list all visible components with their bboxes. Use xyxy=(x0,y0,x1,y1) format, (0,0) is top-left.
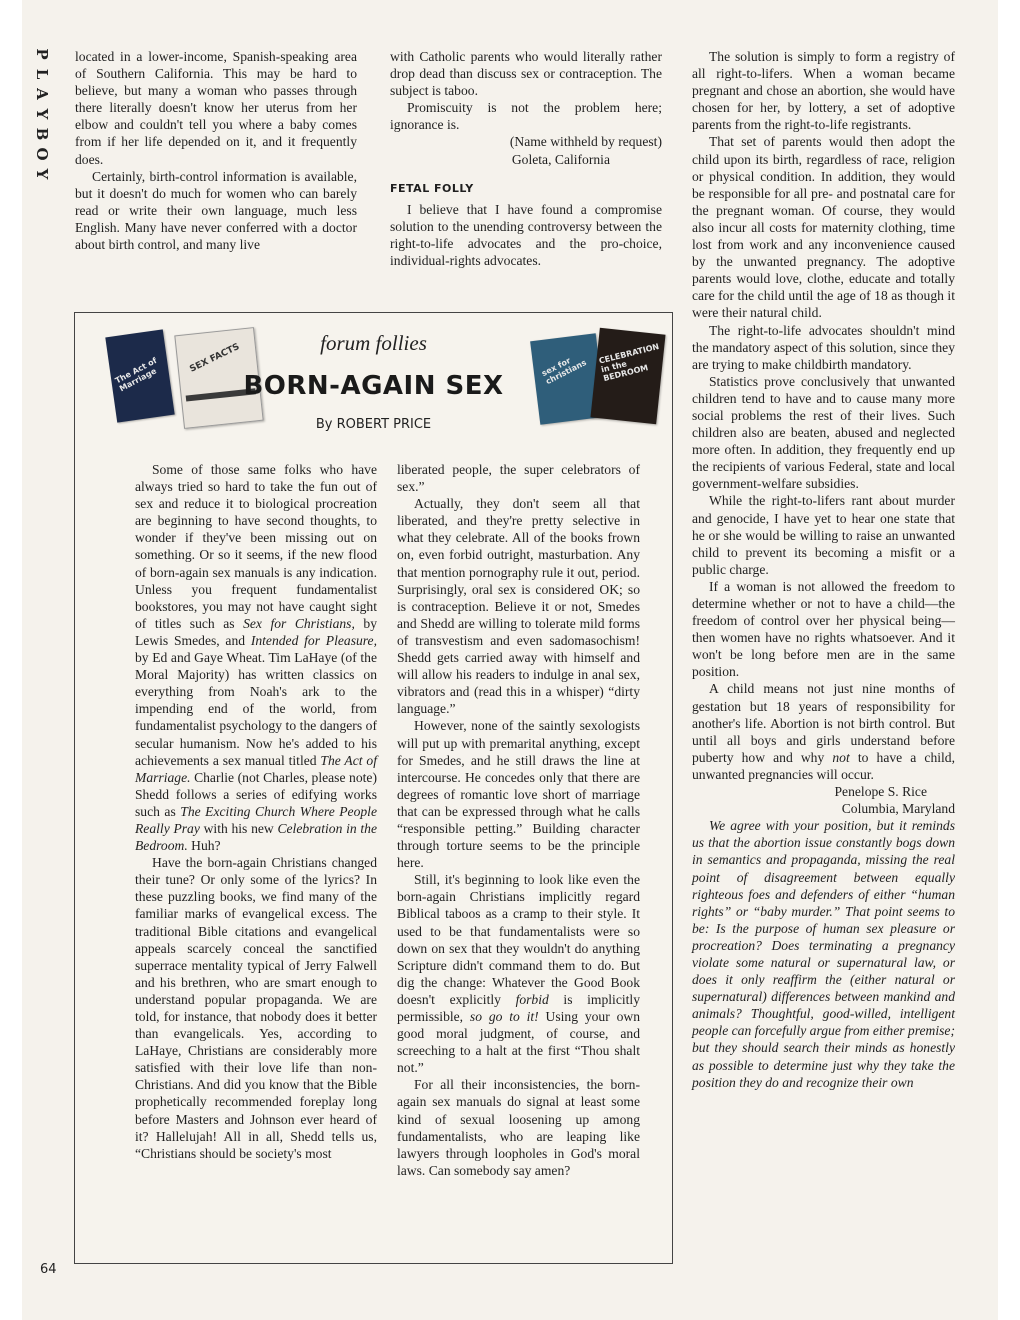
text-run: Using your own good moral judgment, of course, and screeching to a halt at the first “Thou shalt not.” xyxy=(397,1009,640,1076)
signature-place: Goleta, California xyxy=(511,151,610,167)
paragraph: Certainly, birth-control information is available, but it doesn't do much for women who can barely read or write their own language, much less English. Many have never conferred with a doctor about birth control, and many live xyxy=(75,168,357,253)
emphasis: so go to it! xyxy=(469,1009,539,1024)
book-title-ref: The Act of Marriage. xyxy=(135,752,377,785)
book-title: sex for christians xyxy=(540,355,588,387)
text-run: is implicitly permissible, xyxy=(397,991,640,1024)
masthead-letter: P xyxy=(33,48,51,60)
signature-name: Penelope S. Rice xyxy=(834,784,927,800)
paragraph: For all their inconsistencies, the born-again sex manuals do signal at least some kind of sexual loosening up among fundamentalists, who are leaping like lawyers through loopholes in God's moral laws. Can somebody say amen? xyxy=(397,1077,640,1178)
paragraph: The right-to-life advocates shouldn't mind the mandatory aspect of this solution, since they are trying to make childbirth mandatory. xyxy=(692,322,955,372)
text-run: by Ed and Gaye Wheat. Tim LaHaye (of the Moral Majority) has written classics on everything from Noah's ark to the impending end of the world, from fundamentalist psychology to the dangers of secular humanism. Now he's added to his achievements a sex manual titled xyxy=(135,650,377,768)
text-run: Huh? xyxy=(187,838,221,854)
article-column-1 xyxy=(135,461,377,1162)
kicker: forum follies xyxy=(320,331,427,355)
text-run: by Lewis Smedes, and xyxy=(135,615,377,648)
book-title: The Act of Marriage xyxy=(113,355,159,394)
masthead-letter: O xyxy=(33,147,51,161)
paragraph xyxy=(692,680,955,783)
letter-heading: FETAL FOLLY xyxy=(390,181,474,195)
paragraph: While the right-to-lifers rant about murder and genocide, I have yet to hear one state that he or she would be willing to raise an unwanted child to prevent its becoming a misfit or a public charge. xyxy=(692,493,955,577)
paragraph: liberated people, the super celebrators of sex.” xyxy=(397,462,640,495)
book-title-ref: The Exciting Church Where People Really Pray xyxy=(135,803,377,836)
paragraph: Statistics prove conclusively that unwanted children tend to have and to cause many more social problems the rest of their lives. Such children also are beaten, abused and neglected more often. In addition, they frequently end up the recipients of various Federal, state and local government-welfare subsidies. xyxy=(692,373,955,492)
masthead-letter: A xyxy=(33,88,51,100)
paragraph: However, none of the saintly sexologists will put up with premarital anything, except for Smedes, and he still draws the line at intercourse. He concedes only that there are degrees of romantic love short of marriage that can be expressed through what he calls “responsible petting.” Building character through torture seems to be the principle here. xyxy=(397,718,640,871)
book-title-ref: Sex for Christians, xyxy=(243,615,355,631)
byline: By ROBERT PRICE xyxy=(315,417,432,432)
paragraph: If a woman is not allowed the freedom to determine whether or not to have a child—the freedom of control over her physical being—then women have no rights whatsoever. And it won't be long before men are in the same position. xyxy=(692,578,955,680)
article-title: BORN-AGAIN SEX xyxy=(243,371,504,401)
paragraph xyxy=(397,871,640,1076)
book-title-ref: Intended for Pleasure, xyxy=(250,632,377,648)
masthead-letter: B xyxy=(33,127,51,141)
paragraph xyxy=(135,461,377,854)
text-run: Some of those same folks who have always tried so hard to take the fun out of sex and reduce it to biological procreation are beginning to have second thoughts, to wonder if they've been missing out on something. Or so it seems, if the new flood of born-again sex manuals is any indication. Unless you frequent fundamentalist bookstores, you may not have caught sight of titles such as xyxy=(135,462,377,631)
book-title: CELEBRATION in the BEDROOM xyxy=(598,341,661,384)
paragraph: That set of parents would then adopt the child upon its birth, regardless of race, religion or physical condition. In addition, they would be responsible for all pre- and postnatal care for the pregnant woman. Of course, they would also incur all costs for maternity clothing, time lost from work and any inconvenience caused by the unwanted pregnancy. The adoptive parents would love, clothe, educate and totally care for the child until the age of 18 as though it were their natural child. xyxy=(692,134,955,321)
text-run: to have a child, unwanted pregnancies will occur. xyxy=(692,749,955,782)
paragraph: with Catholic parents who would literally rather drop dead than discuss sex or contraception. The subject is taboo. xyxy=(390,49,662,99)
paragraph: The solution is simply to form a registry of all right-to-lifers. When a woman became pregnant and chose an abortion, she would have chosen for her, by lottery, a set of adoptive parents from the right-to-life registrants. xyxy=(692,49,955,133)
emphasis: forbid xyxy=(515,991,549,1007)
magazine-page xyxy=(22,0,998,1320)
masthead-letter: Y xyxy=(33,108,51,120)
signature-name: (Name withheld by request) xyxy=(509,134,662,150)
editor-response: We agree with your position, but it reminds us that the abortion issue constantly bogs down in semantics and propaganda, missing the real point of disagreement between equally righteous foes and defenders of either “human rights” or “baby murder.” That point seems to be: Is the purpose of human sex pleasure or procreation? Does terminating a pregnancy violate some natural or supernatural law, or does it only reaffirm the (either natural or supernatural) differences between mankind and animals? Thoughtful, good-willed, intelligent people can forcefully argue from either premise; but they should search their minds as honestly as possible to determine just why they take the position they do and recognize their own xyxy=(692,818,955,1090)
paragraph: located in a lower-income, Spanish-speaking area of Southern California. This may be hard to believe, but many a woman who passes through there literally doesn't know her uterus from her elbow and couldn't tell you where a baby comes from if her life depended on it, and it frequently does. xyxy=(75,49,357,167)
text-run: A child means not just nine months of gestation but 18 years of responsibility for another's life. Abortion is not birth control. But until all boys and girls understand before puberty how and why xyxy=(692,681,955,765)
text-run: Charlie (not Charles, please note) Shedd follows a series of edifying works such as xyxy=(135,769,377,819)
text-run: Still, it's beginning to look like even the born-again Christians implicitly regard Biblical taboos as a cramp to their style. It used to be that fundamentalists were so down on sex that they wouldn't do anything Scripture didn't command them to do. But dig the change: Whatever the Good Book doesn't explicitly xyxy=(397,872,640,1007)
paragraph: Actually, they don't seem all that liberated, and they're pretty selective in what they celebrate. All of the books frown on, even forbid outright, masturbation. Any that mention pornography rule it out, period. Surprisingly, oral sex is considered OK; so is contraception. Believe it or not, Smedes and Shedd are willing to tolerate mild forms of transvestism and even sadomasochism! Shedd gets carried away with himself and will allow his readers to indulge in anal sex, vibrators and (read this in a whisper) “dirty language.” xyxy=(397,496,640,717)
masthead-vertical xyxy=(32,44,56,204)
page-number: 64 xyxy=(40,1262,57,1277)
paragraph: Have the born-again Christians changed their tune? Or only some of the lyrics? In these puzzling books, we find many of the familiar marks of evangelical excess. The traditional Bible citations and evangelical appeals scarcely conceal the sanctified superrace mentality typical of Jerry Falwell and his brethren, who are smart enough to understand popular propaganda. We are told, for instance, that nobody does it better than evangelicals. Yes, according to LaHaye, Christians are considerably more satisfied with their love life than non-Christians. And did you know that the Bible prophetically recommended foreplay long before Masters and Johnson ever heard of it? Hallelujah! All in all, Shedd tells us, “Christians should be society's most xyxy=(135,855,377,1161)
book-title: SEX FACTS xyxy=(188,342,242,375)
masthead-letter: Y xyxy=(33,168,51,180)
paragraph: I believe that I have found a compromise solution to the unending controversy between the right-to-life advocates and the pro-choice, individual-rights advocates. xyxy=(390,201,662,269)
book-title-ref: Celebration in the Bedroom. xyxy=(135,820,378,854)
text-run: with his new xyxy=(199,820,278,836)
masthead-letter: L xyxy=(33,68,51,80)
article-column-2 xyxy=(397,461,640,1179)
emphasis: not xyxy=(832,749,850,765)
letter-column-2 xyxy=(390,48,662,269)
letter-column-1 xyxy=(75,48,357,253)
book-cover-4 xyxy=(590,328,665,424)
forum-follies-box xyxy=(74,312,673,1264)
letter-column-3 xyxy=(692,48,955,1091)
signature-place: Columbia, Maryland xyxy=(841,801,955,817)
paragraph: Promiscuity is not the problem here; ignorance is. xyxy=(390,100,662,133)
